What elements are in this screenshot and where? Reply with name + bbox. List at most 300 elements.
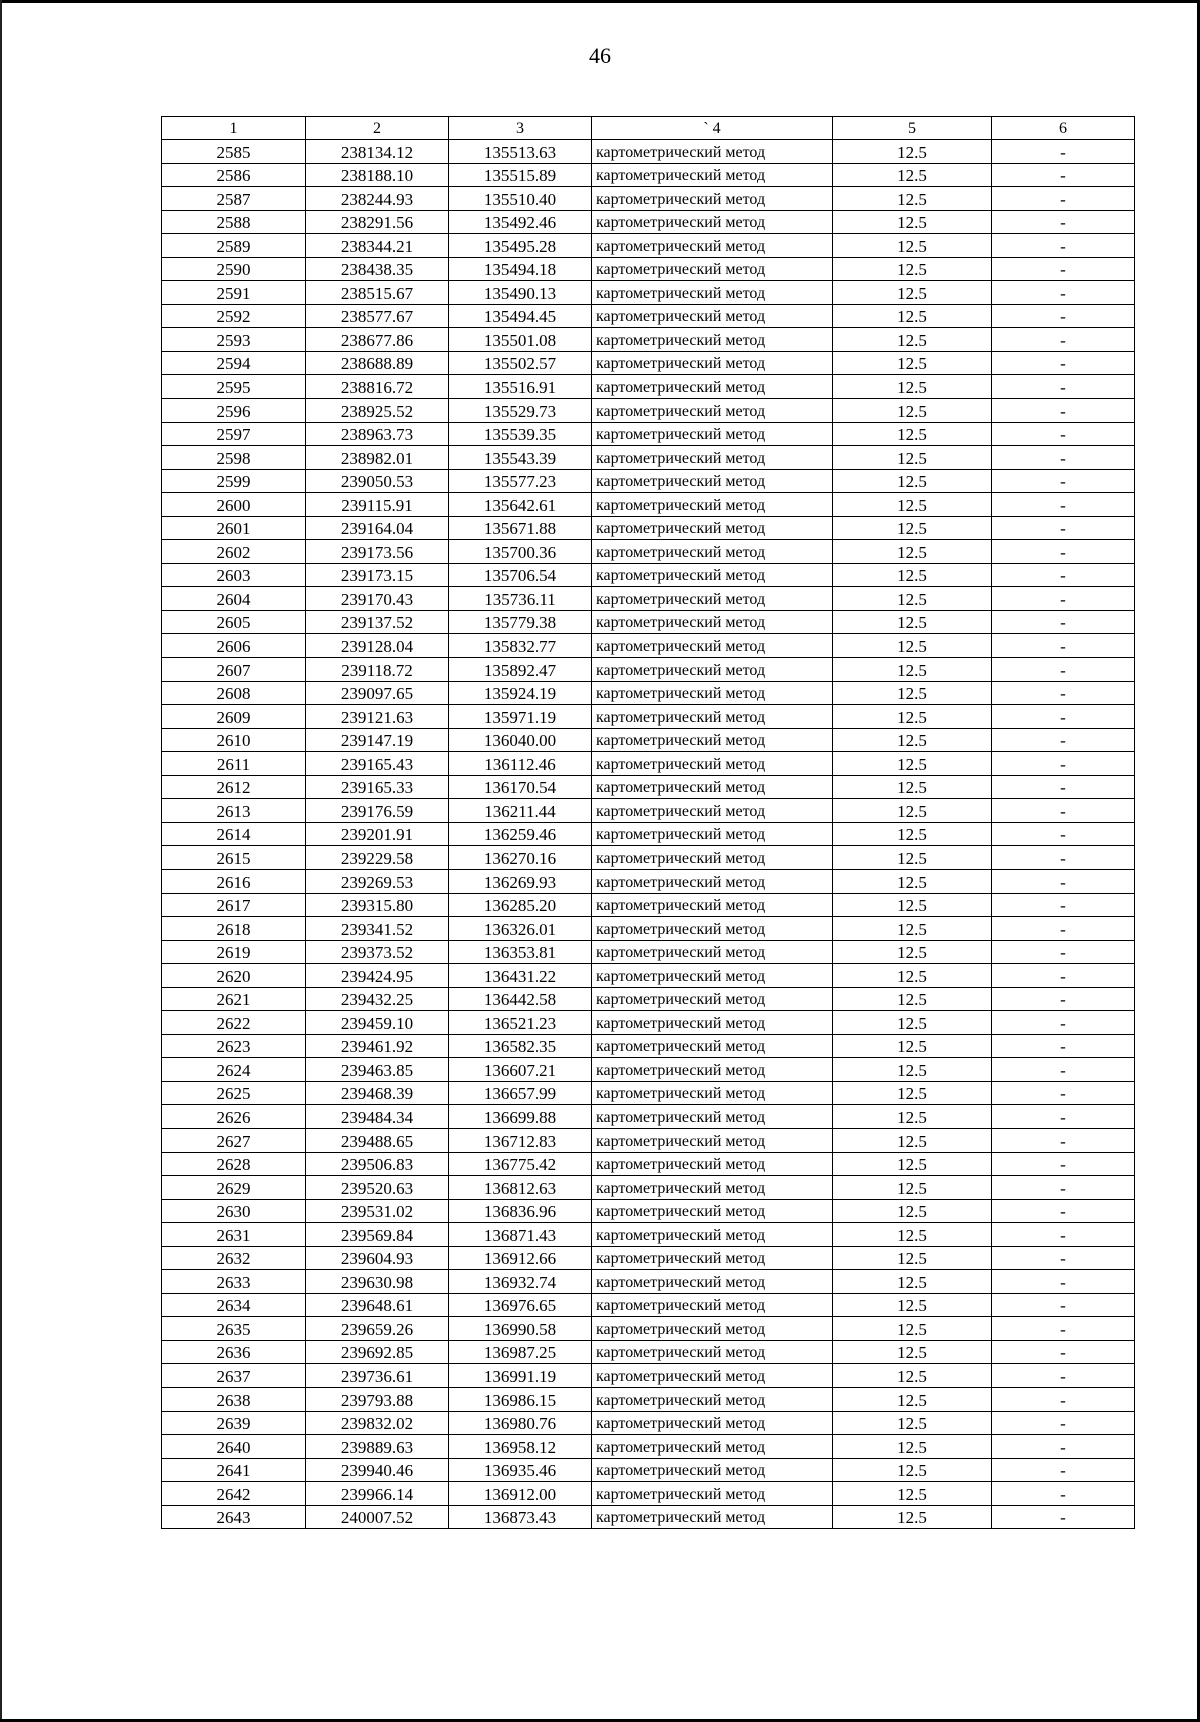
x-coordinate-cell: 238963.73	[306, 422, 449, 446]
point-number-cell: 2608	[162, 681, 306, 705]
method-cell: картометрический метод	[592, 1152, 833, 1176]
accuracy-cell: 12.5	[833, 1128, 992, 1152]
table-row	[162, 964, 1135, 988]
description-cell: -	[992, 493, 1135, 517]
accuracy-cell: 12.5	[833, 658, 992, 682]
method-cell: картометрический метод	[592, 799, 833, 823]
description-cell: -	[992, 516, 1135, 540]
method-cell: картометрический метод	[592, 1058, 833, 1082]
method-cell: картометрический метод	[592, 281, 833, 305]
point-number-cell: 2610	[162, 728, 306, 752]
description-cell: -	[992, 1081, 1135, 1105]
table-row	[162, 446, 1135, 470]
x-coordinate-cell: 240007.52	[306, 1505, 449, 1529]
y-coordinate-cell: 136976.65	[449, 1293, 592, 1317]
point-number-cell: 2637	[162, 1364, 306, 1388]
description-cell: -	[992, 1435, 1135, 1459]
accuracy-cell: 12.5	[833, 493, 992, 517]
method-cell: картометрический метод	[592, 634, 833, 658]
point-number-cell: 2587	[162, 187, 306, 211]
point-number-cell: 2642	[162, 1482, 306, 1506]
description-cell: -	[992, 964, 1135, 988]
point-number-cell: 2620	[162, 964, 306, 988]
page-number: 46	[589, 43, 611, 68]
table-row	[162, 846, 1135, 870]
method-cell: картометрический метод	[592, 1246, 833, 1270]
y-coordinate-cell: 135892.47	[449, 658, 592, 682]
x-coordinate-cell: 238188.10	[306, 163, 449, 187]
point-number-cell: 2604	[162, 587, 306, 611]
point-number-cell: 2622	[162, 1011, 306, 1035]
x-coordinate-cell: 239463.85	[306, 1058, 449, 1082]
method-cell: картометрический метод	[592, 728, 833, 752]
point-number-cell: 2638	[162, 1387, 306, 1411]
x-coordinate-cell: 239648.61	[306, 1293, 449, 1317]
method-cell: картометрический метод	[592, 328, 833, 352]
accuracy-cell: 12.5	[833, 1364, 992, 1388]
table-row	[162, 163, 1135, 187]
description-cell: -	[992, 257, 1135, 281]
y-coordinate-cell: 136270.16	[449, 846, 592, 870]
method-cell: картометрический метод	[592, 752, 833, 776]
method-cell: картометрический метод	[592, 1199, 833, 1223]
point-number-cell: 2605	[162, 610, 306, 634]
point-number-cell: 2599	[162, 469, 306, 493]
table-row	[162, 1435, 1135, 1459]
x-coordinate-cell: 239459.10	[306, 1011, 449, 1035]
table-row	[162, 869, 1135, 893]
method-cell: картометрический метод	[592, 964, 833, 988]
table-row	[162, 1458, 1135, 1482]
x-coordinate-cell: 239520.63	[306, 1176, 449, 1200]
x-coordinate-cell: 239173.56	[306, 540, 449, 564]
description-cell: -	[992, 705, 1135, 729]
description-cell: -	[992, 752, 1135, 776]
method-cell: картометрический метод	[592, 681, 833, 705]
description-cell: -	[992, 1505, 1135, 1529]
table-row	[162, 940, 1135, 964]
table-row	[162, 1199, 1135, 1223]
accuracy-cell: 12.5	[833, 257, 992, 281]
point-number-cell: 2621	[162, 987, 306, 1011]
table-row	[162, 1387, 1135, 1411]
point-number-cell: 2624	[162, 1058, 306, 1082]
point-number-cell: 2586	[162, 163, 306, 187]
x-coordinate-cell: 239889.63	[306, 1435, 449, 1459]
accuracy-cell: 12.5	[833, 634, 992, 658]
description-cell: -	[992, 351, 1135, 375]
description-cell: -	[992, 1105, 1135, 1129]
y-coordinate-cell: 136170.54	[449, 775, 592, 799]
accuracy-cell: 12.5	[833, 1176, 992, 1200]
point-number-cell: 2623	[162, 1034, 306, 1058]
y-coordinate-cell: 135494.45	[449, 304, 592, 328]
method-cell: картометрический метод	[592, 610, 833, 634]
point-number-cell: 2615	[162, 846, 306, 870]
x-coordinate-cell: 239269.53	[306, 869, 449, 893]
description-cell: -	[992, 1199, 1135, 1223]
method-cell: картометрический метод	[592, 210, 833, 234]
point-number-cell: 2639	[162, 1411, 306, 1435]
y-coordinate-cell: 135502.57	[449, 351, 592, 375]
x-coordinate-cell: 239121.63	[306, 705, 449, 729]
y-coordinate-cell: 136836.96	[449, 1199, 592, 1223]
y-coordinate-cell: 136812.63	[449, 1176, 592, 1200]
description-cell: -	[992, 634, 1135, 658]
y-coordinate-cell: 136986.15	[449, 1387, 592, 1411]
y-coordinate-cell: 135736.11	[449, 587, 592, 611]
y-coordinate-cell: 135494.18	[449, 257, 592, 281]
y-coordinate-cell: 136285.20	[449, 893, 592, 917]
y-coordinate-cell: 136990.58	[449, 1317, 592, 1341]
y-coordinate-cell: 136958.12	[449, 1435, 592, 1459]
x-coordinate-cell: 239165.33	[306, 775, 449, 799]
x-coordinate-cell: 239432.25	[306, 987, 449, 1011]
accuracy-cell: 12.5	[833, 917, 992, 941]
y-coordinate-cell: 136991.19	[449, 1364, 592, 1388]
accuracy-cell: 12.5	[833, 681, 992, 705]
y-coordinate-cell: 136712.83	[449, 1128, 592, 1152]
y-coordinate-cell: 135577.23	[449, 469, 592, 493]
description-cell: -	[992, 940, 1135, 964]
y-coordinate-cell: 136935.46	[449, 1458, 592, 1482]
description-cell: -	[992, 822, 1135, 846]
point-number-cell: 2603	[162, 563, 306, 587]
accuracy-cell: 12.5	[833, 1505, 992, 1529]
method-cell: картометрический метод	[592, 1411, 833, 1435]
point-number-cell: 2602	[162, 540, 306, 564]
method-cell: картометрический метод	[592, 399, 833, 423]
point-number-cell: 2588	[162, 210, 306, 234]
accuracy-cell: 12.5	[833, 799, 992, 823]
coordinates-table	[161, 116, 1135, 1529]
description-cell: -	[992, 1458, 1135, 1482]
table-row	[162, 1011, 1135, 1035]
table-row	[162, 516, 1135, 540]
method-cell: картометрический метод	[592, 1176, 833, 1200]
description-cell: -	[992, 893, 1135, 917]
method-cell: картометрический метод	[592, 987, 833, 1011]
point-number-cell: 2641	[162, 1458, 306, 1482]
table-row	[162, 1105, 1135, 1129]
description-cell: -	[992, 658, 1135, 682]
description-cell: -	[992, 234, 1135, 258]
y-coordinate-cell: 136211.44	[449, 799, 592, 823]
method-cell: картометрический метод	[592, 257, 833, 281]
point-number-cell: 2632	[162, 1246, 306, 1270]
table-row	[162, 1034, 1135, 1058]
accuracy-cell: 12.5	[833, 351, 992, 375]
method-cell: картометрический метод	[592, 775, 833, 799]
method-cell: картометрический метод	[592, 846, 833, 870]
table-row	[162, 540, 1135, 564]
accuracy-cell: 12.5	[833, 1105, 992, 1129]
point-number-cell: 2630	[162, 1199, 306, 1223]
accuracy-cell: 12.5	[833, 1081, 992, 1105]
method-cell: картометрический метод	[592, 1223, 833, 1247]
point-number-cell: 2614	[162, 822, 306, 846]
table-row	[162, 351, 1135, 375]
description-cell: -	[992, 399, 1135, 423]
table-row	[162, 1482, 1135, 1506]
method-cell: картометрический метод	[592, 1081, 833, 1105]
table-row	[162, 1317, 1135, 1341]
table-row	[162, 705, 1135, 729]
column-header-2: 2	[306, 117, 449, 140]
method-cell: картометрический метод	[592, 351, 833, 375]
point-number-cell: 2594	[162, 351, 306, 375]
table-row	[162, 658, 1135, 682]
description-cell: -	[992, 328, 1135, 352]
description-cell: -	[992, 1340, 1135, 1364]
accuracy-cell: 12.5	[833, 1152, 992, 1176]
x-coordinate-cell: 239488.65	[306, 1128, 449, 1152]
x-coordinate-cell: 239147.19	[306, 728, 449, 752]
point-number-cell: 2589	[162, 234, 306, 258]
accuracy-cell: 12.5	[833, 1411, 992, 1435]
point-number-cell: 2627	[162, 1128, 306, 1152]
accuracy-cell: 12.5	[833, 328, 992, 352]
x-coordinate-cell: 239461.92	[306, 1034, 449, 1058]
x-coordinate-cell: 239097.65	[306, 681, 449, 705]
table-row	[162, 1246, 1135, 1270]
description-cell: -	[992, 140, 1135, 164]
description-cell: -	[992, 304, 1135, 328]
description-cell: -	[992, 1152, 1135, 1176]
table-row	[162, 375, 1135, 399]
description-cell: -	[992, 1364, 1135, 1388]
method-cell: картометрический метод	[592, 422, 833, 446]
method-cell: картометрический метод	[592, 1011, 833, 1035]
method-cell: картометрический метод	[592, 446, 833, 470]
description-cell: -	[992, 1317, 1135, 1341]
x-coordinate-cell: 238982.01	[306, 446, 449, 470]
column-header-6: 6	[992, 117, 1135, 140]
x-coordinate-cell: 238515.67	[306, 281, 449, 305]
description-cell: -	[992, 1482, 1135, 1506]
x-coordinate-cell: 239170.43	[306, 587, 449, 611]
method-cell: картометрический метод	[592, 1340, 833, 1364]
x-coordinate-cell: 238134.12	[306, 140, 449, 164]
accuracy-cell: 12.5	[833, 516, 992, 540]
accuracy-cell: 12.5	[833, 234, 992, 258]
y-coordinate-cell: 136873.43	[449, 1505, 592, 1529]
x-coordinate-cell: 239341.52	[306, 917, 449, 941]
point-number-cell: 2595	[162, 375, 306, 399]
method-cell: картометрический метод	[592, 563, 833, 587]
x-coordinate-cell: 238688.89	[306, 351, 449, 375]
table-row	[162, 987, 1135, 1011]
accuracy-cell: 12.5	[833, 1340, 992, 1364]
point-number-cell: 2643	[162, 1505, 306, 1529]
column-header-5: 5	[833, 117, 992, 140]
accuracy-cell: 12.5	[833, 304, 992, 328]
description-cell: -	[992, 610, 1135, 634]
description-cell: -	[992, 1176, 1135, 1200]
method-cell: картометрический метод	[592, 822, 833, 846]
description-cell: -	[992, 375, 1135, 399]
method-cell: картометрический метод	[592, 1387, 833, 1411]
description-cell: -	[992, 987, 1135, 1011]
table-row	[162, 210, 1135, 234]
point-number-cell: 2612	[162, 775, 306, 799]
point-number-cell: 2613	[162, 799, 306, 823]
y-coordinate-cell: 136442.58	[449, 987, 592, 1011]
table-row	[162, 610, 1135, 634]
accuracy-cell: 12.5	[833, 587, 992, 611]
accuracy-cell: 12.5	[833, 187, 992, 211]
table-row	[162, 752, 1135, 776]
accuracy-cell: 12.5	[833, 869, 992, 893]
x-coordinate-cell: 238925.52	[306, 399, 449, 423]
point-number-cell: 2634	[162, 1293, 306, 1317]
accuracy-cell: 12.5	[833, 987, 992, 1011]
x-coordinate-cell: 239468.39	[306, 1081, 449, 1105]
table-row	[162, 1128, 1135, 1152]
x-coordinate-cell: 238677.86	[306, 328, 449, 352]
y-coordinate-cell: 135543.39	[449, 446, 592, 470]
method-cell: картометрический метод	[592, 1482, 833, 1506]
table-row	[162, 728, 1135, 752]
description-cell: -	[992, 681, 1135, 705]
description-cell: -	[992, 1128, 1135, 1152]
method-cell: картометрический метод	[592, 1364, 833, 1388]
y-coordinate-cell: 136912.66	[449, 1246, 592, 1270]
y-coordinate-cell: 136259.46	[449, 822, 592, 846]
x-coordinate-cell: 239484.34	[306, 1105, 449, 1129]
y-coordinate-cell: 135971.19	[449, 705, 592, 729]
accuracy-cell: 12.5	[833, 1270, 992, 1294]
x-coordinate-cell: 239137.52	[306, 610, 449, 634]
column-header-4: ` 4	[592, 117, 833, 140]
description-cell: -	[992, 587, 1135, 611]
accuracy-cell: 12.5	[833, 1317, 992, 1341]
column-header-3: 3	[449, 117, 592, 140]
table-row	[162, 799, 1135, 823]
method-cell: картометрический метод	[592, 1435, 833, 1459]
method-cell: картометрический метод	[592, 869, 833, 893]
table-row	[162, 1081, 1135, 1105]
x-coordinate-cell: 239164.04	[306, 516, 449, 540]
x-coordinate-cell: 239373.52	[306, 940, 449, 964]
y-coordinate-cell: 136980.76	[449, 1411, 592, 1435]
description-cell: -	[992, 799, 1135, 823]
y-coordinate-cell: 136040.00	[449, 728, 592, 752]
table-row	[162, 234, 1135, 258]
method-cell: картометрический метод	[592, 1458, 833, 1482]
x-coordinate-cell: 239630.98	[306, 1270, 449, 1294]
x-coordinate-cell: 239118.72	[306, 658, 449, 682]
y-coordinate-cell: 136269.93	[449, 869, 592, 893]
accuracy-cell: 12.5	[833, 163, 992, 187]
accuracy-cell: 12.5	[833, 1246, 992, 1270]
method-cell: картометрический метод	[592, 516, 833, 540]
x-coordinate-cell: 239115.91	[306, 493, 449, 517]
accuracy-cell: 12.5	[833, 940, 992, 964]
table-row	[162, 1270, 1135, 1294]
y-coordinate-cell: 136699.88	[449, 1105, 592, 1129]
accuracy-cell: 12.5	[833, 140, 992, 164]
y-coordinate-cell: 135529.73	[449, 399, 592, 423]
description-cell: -	[992, 1293, 1135, 1317]
table-row	[162, 328, 1135, 352]
description-cell: -	[992, 917, 1135, 941]
y-coordinate-cell: 135495.28	[449, 234, 592, 258]
accuracy-cell: 12.5	[833, 1387, 992, 1411]
table-row	[162, 493, 1135, 517]
accuracy-cell: 12.5	[833, 1482, 992, 1506]
accuracy-cell: 12.5	[833, 610, 992, 634]
x-coordinate-cell: 238438.35	[306, 257, 449, 281]
x-coordinate-cell: 239604.93	[306, 1246, 449, 1270]
point-number-cell: 2635	[162, 1317, 306, 1341]
x-coordinate-cell: 239201.91	[306, 822, 449, 846]
accuracy-cell: 12.5	[833, 540, 992, 564]
y-coordinate-cell: 136582.35	[449, 1034, 592, 1058]
description-cell: -	[992, 469, 1135, 493]
point-number-cell: 2628	[162, 1152, 306, 1176]
description-cell: -	[992, 1411, 1135, 1435]
y-coordinate-cell: 136353.81	[449, 940, 592, 964]
coordinates-table-body	[162, 117, 1135, 1529]
y-coordinate-cell: 136521.23	[449, 1011, 592, 1035]
y-coordinate-cell: 136987.25	[449, 1340, 592, 1364]
table-row	[162, 917, 1135, 941]
page-frame-top	[0, 0, 1200, 3]
table-row	[162, 1364, 1135, 1388]
table-row	[162, 822, 1135, 846]
point-number-cell: 2629	[162, 1176, 306, 1200]
point-number-cell: 2590	[162, 257, 306, 281]
y-coordinate-cell: 136607.21	[449, 1058, 592, 1082]
method-cell: картометрический метод	[592, 187, 833, 211]
point-number-cell: 2618	[162, 917, 306, 941]
table-row	[162, 140, 1135, 164]
description-cell: -	[992, 187, 1135, 211]
y-coordinate-cell: 136871.43	[449, 1223, 592, 1247]
method-cell: картометрический метод	[592, 1034, 833, 1058]
x-coordinate-cell: 239793.88	[306, 1387, 449, 1411]
description-cell: -	[992, 446, 1135, 470]
accuracy-cell: 12.5	[833, 1223, 992, 1247]
accuracy-cell: 12.5	[833, 1011, 992, 1035]
table-row	[162, 1223, 1135, 1247]
point-number-cell: 2606	[162, 634, 306, 658]
point-number-cell: 2607	[162, 658, 306, 682]
description-cell: -	[992, 869, 1135, 893]
method-cell: картометрический метод	[592, 140, 833, 164]
point-number-cell: 2633	[162, 1270, 306, 1294]
description-cell: -	[992, 1034, 1135, 1058]
table-row	[162, 422, 1135, 446]
accuracy-cell: 12.5	[833, 375, 992, 399]
method-cell: картометрический метод	[592, 234, 833, 258]
point-number-cell: 2598	[162, 446, 306, 470]
method-cell: картометрический метод	[592, 540, 833, 564]
table-row	[162, 893, 1135, 917]
point-number-cell: 2640	[162, 1435, 306, 1459]
y-coordinate-cell: 135513.63	[449, 140, 592, 164]
accuracy-cell: 12.5	[833, 775, 992, 799]
accuracy-cell: 12.5	[833, 893, 992, 917]
accuracy-cell: 12.5	[833, 446, 992, 470]
y-coordinate-cell: 136912.00	[449, 1482, 592, 1506]
x-coordinate-cell: 239315.80	[306, 893, 449, 917]
description-cell: -	[992, 563, 1135, 587]
method-cell: картометрический метод	[592, 304, 833, 328]
y-coordinate-cell: 136657.99	[449, 1081, 592, 1105]
point-number-cell: 2626	[162, 1105, 306, 1129]
